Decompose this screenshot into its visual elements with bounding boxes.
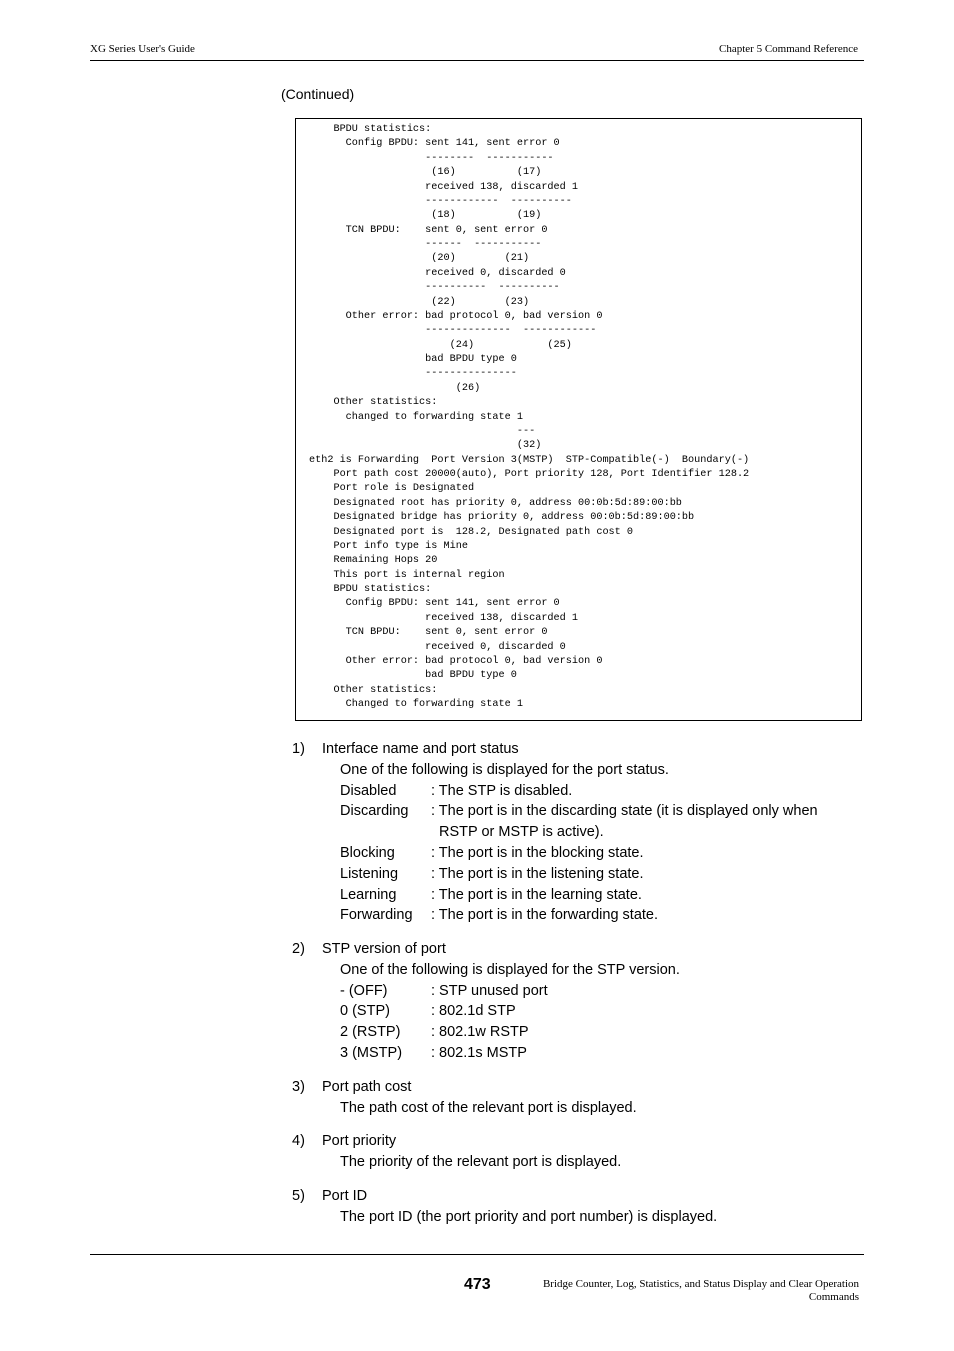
header-divider: [90, 60, 864, 61]
section-number: 4): [292, 1133, 305, 1149]
section-title: Port path cost: [322, 1079, 412, 1095]
section-1: [292, 739, 852, 926]
definition-row: [340, 905, 852, 926]
footer-title-line: Commands: [808, 1291, 859, 1303]
section-title: Port ID: [322, 1188, 368, 1204]
section-description: One of the following is displayed for the port status.: [340, 761, 669, 778]
section-title: Interface name and port status: [322, 741, 519, 757]
definition-term: Blocking: [340, 844, 395, 861]
definition-text: : The port is in the learning state.: [431, 886, 642, 903]
definition-text: : The port is in the discarding state (it is displayed only when RSTP or MSTP is active).: [431, 801, 852, 843]
section-body: [292, 960, 852, 1064]
section-number: 2): [292, 941, 305, 957]
page-number: 473: [464, 1276, 491, 1293]
header-guide-title: XG Series User's Guide: [90, 43, 195, 55]
definition-row: [340, 1001, 852, 1022]
definition-text: : 802.1s MSTP: [431, 1044, 527, 1061]
definition-text: : The port is in the listening state.: [431, 865, 644, 882]
section-body: [292, 760, 852, 926]
section-title: STP version of port: [322, 941, 446, 957]
definition-row: [340, 801, 852, 843]
section-5: [292, 1186, 852, 1228]
definition-term: Disabled: [340, 782, 397, 799]
definition-text: : The port is in the blocking state.: [431, 844, 644, 861]
section-number: 5): [292, 1188, 305, 1204]
section-description: The priority of the relevant port is displayed.: [340, 1153, 622, 1170]
section-2: [292, 939, 852, 1064]
definition-term: 0 (STP): [340, 1003, 390, 1020]
definition-text: : STP unused port: [431, 982, 548, 999]
section-title: Port priority: [322, 1133, 397, 1149]
continued-label: (Continued): [281, 86, 355, 102]
definition-row: [340, 843, 852, 864]
definition-term: Discarding: [340, 803, 409, 820]
section-number: 1): [292, 741, 305, 757]
definition-term: 3 (MSTP): [340, 1044, 403, 1061]
definition-term: 2 (RSTP): [340, 1024, 401, 1041]
section-description: The path cost of the relevant port is displayed.: [340, 1099, 637, 1116]
header-chapter-title: Chapter 5 Command Reference: [719, 43, 858, 55]
definition-continuation: RSTP or MSTP is active).: [439, 824, 604, 841]
definition-row: [340, 781, 852, 802]
section-4: [292, 1131, 852, 1173]
section-3: [292, 1077, 852, 1119]
section-description: The port ID (the port priority and port number) is displayed.: [340, 1208, 718, 1225]
definition-row: [340, 981, 852, 1002]
footer-section-title: [543, 1278, 859, 1304]
command-output-text: BPDU statistics: Config BPDU: sent 141, sent error 0 -------- ----------- (16) (17) received 138, discarded 1 ------------ ---------- (18) (19) TCN BPDU: sent 0, sent error 0 ------ ----------- (20) (21) received 0, discarded 0 ---------- ---------- (22) (23) Other error: bad protocol 0, bad version 0 -------------- ------------ (24) (25) bad BPDU type 0 --------------- (26) Other statistics: changed to forwarding state 1 --- (32) eth2 is Forwarding Port Version 3(MSTP) STP-Compatible(-) Boundary(-) Port path cost 20000(auto), Port priority 128, Port Identifier 128.2 Port role is Designated Designated root has priority 0, address 00:0b:5d:89:00:bb Designated bridge has priority 0, address 00:0b:5d:89:00:bb Designated port is 128.2, Designated path cost 0 Port info type is Mine Remaining Hops 20 This port is internal region BPDU statistics: Config BPDU: sent 141, sent error 0 received 138, discarded 1 TCN BPDU: sent 0, sent error 0 received 0, discarded 0 Other error: bad protocol 0, bad version 0 bad BPDU type 0 Other statistics: Changed to forwarding state 1: [309, 124, 750, 710]
section-number: 3): [292, 1079, 305, 1095]
definition-term: - (OFF): [340, 982, 388, 999]
definition-text: : 802.1w RSTP: [431, 1024, 529, 1041]
definition-row: [340, 864, 852, 885]
footer-title-line: Bridge Counter, Log, Statistics, and Status Display and Clear Operation: [542, 1278, 859, 1290]
definition-term: Learning: [340, 886, 397, 903]
command-output-box: [295, 118, 862, 721]
section-description: One of the following is displayed for the STP version.: [340, 961, 680, 978]
definition-row: [340, 1043, 852, 1064]
definition-text: : 802.1d STP: [431, 1003, 516, 1020]
definition-text: : The STP is disabled.: [431, 782, 573, 799]
definition-row: [340, 1022, 852, 1043]
definition-term: Listening: [340, 865, 399, 882]
definition-term: Forwarding: [340, 907, 413, 924]
definition-row: [340, 885, 852, 906]
definition-text: : The port is in the forwarding state.: [431, 907, 659, 924]
footer-divider: [90, 1254, 864, 1255]
